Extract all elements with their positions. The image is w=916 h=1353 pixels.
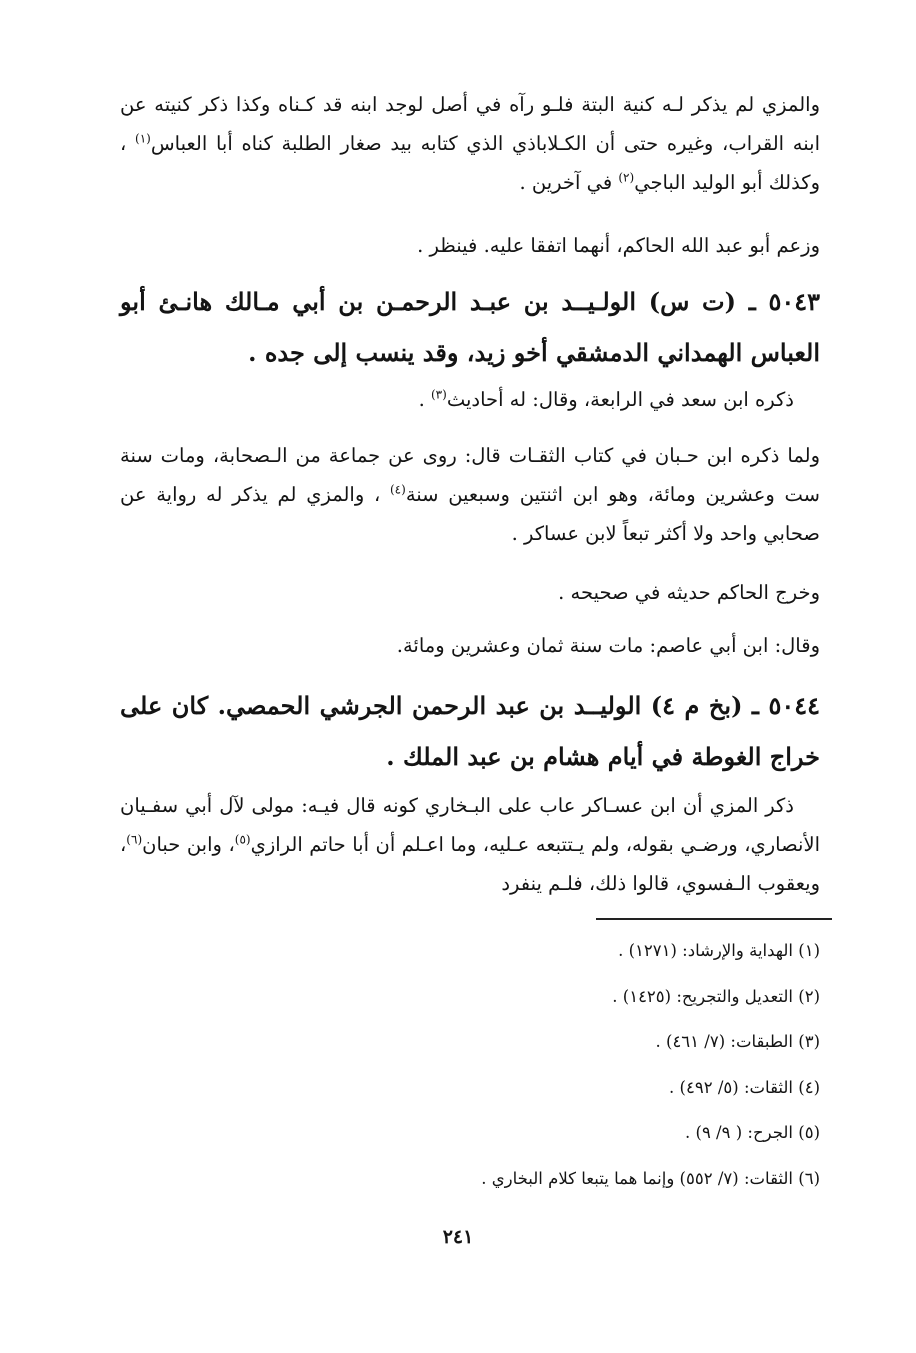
footnote-ref-2[interactable]: (٢) [618,170,635,185]
footnote-6: (٦) الثقات: (٧/ ٥٥٢) وإنما هما يتبعا كلام البخاري . [481,1168,820,1188]
footnote-separator [596,918,832,920]
entry-heading-5043: ٥٠٤٣ ـ (ت س) الولـيــد بن عبـد الرحمـن بن أبي مـالك هانـئ أبو العباس الهمداني الدمشقي أخو زيد، وقد ينسب إلى جده . [120,287,820,367]
paragraph-text: ولما ذكره ابن حـبان في كتاب الثقـات قال: روى عن جماعة من الـصحابة، ومات سنة ست وعشرين ومائة، وهو ابن اثنتين وسبعين سنة [120,444,820,506]
paragraph-text: ، وابن حبان [142,833,235,856]
footnote-ref-3[interactable]: (٣) [430,387,447,402]
paragraph-text: . [418,388,431,411]
paragraph-text: ذكره ابن سعد في الرابعة، وقال: له أحاديث [446,388,794,411]
footnote-2: (٢) التعديل والتجريح: (١٤٢٥) . [612,986,820,1006]
paragraph-text: في آخرين . [519,171,619,194]
footnote-ref-1[interactable]: (١) [135,131,151,146]
footnotes-list [120,928,820,1201]
paragraph-hakim-sahih: وخرج الحاكم حديثه في صحيحه . [558,581,820,604]
footnote-ref-6[interactable]: (٦) [126,832,143,847]
main-text [120,0,820,900]
paragraph-text: ، ويعقوب الـفسوي، قالوا ذلك، فلـم ينفرد [120,833,820,895]
footnote-3: (٣) الطبقات: (٧/ ٤٦١) . [655,1032,820,1051]
footnote-5: (٥) الجرح: ( ٩/ ٩) . [685,1123,820,1142]
page-number: ٢٤١ [442,1226,474,1248]
paragraph-kunya-discussion [120,85,820,202]
paragraph-ibn-saad [120,380,820,419]
paragraph-mizzi-bukhari [120,786,820,903]
paragraph-text: ، والمزي لم يذكر له رواية عن صحابي واحد ولا أكثر تبعاً لابن عساكر . [120,483,820,545]
paragraph-text: والمزي لم يذكر لـه كنية البتة فلـو رآه في أصل لوجد ابنه قد كـناه وكذا ذكر كنيته عن ابنه القراب، وغيره حتى أن الكـلاباذي الذي كتابه بيد صغار الطلبة كناه أبا العباس [120,93,820,155]
footnote-ref-4[interactable]: (٤) [389,482,406,497]
paragraph-ibn-hibban [120,436,820,553]
entry-heading-5044: ٥٠٤٤ ـ (بخ م ٤) الوليــد بن عبد الرحمن الجرشي الحمصي. كان على خراج الغوطة في أيام هشام بن عبد الملك . [120,691,821,771]
footnote-1: (١) الهداية والإرشاد: (١٢٧١) . [618,941,820,960]
footnote-ref-5[interactable]: (٥) [234,832,251,847]
paragraph-ibn-abi-asim: وقال: ابن أبي عاصم: مات سنة ثمان وعشرين ومائة. [396,634,820,657]
paragraph-text: ، وكذلك أبو الوليد الباجي [120,132,820,194]
footnote-4: (٤) الثقات: (٥/ ٤٩٢) . [669,1077,820,1097]
paragraph-text: ذكر المزي أن ابن عسـاكر عاب على البـخاري كونه قال فيـه: مولى لآل أبي سفـيان الأنصاري، ورضـي بقوله، ولم يـتتبعه عـليه، وما اعـلم أن أبا حاتم الرازي [120,794,820,856]
paragraph-hakim-claim: وزعم أبو عبد الله الحاكم، أنهما اتفقا عليه. فينظر . [417,234,820,257]
